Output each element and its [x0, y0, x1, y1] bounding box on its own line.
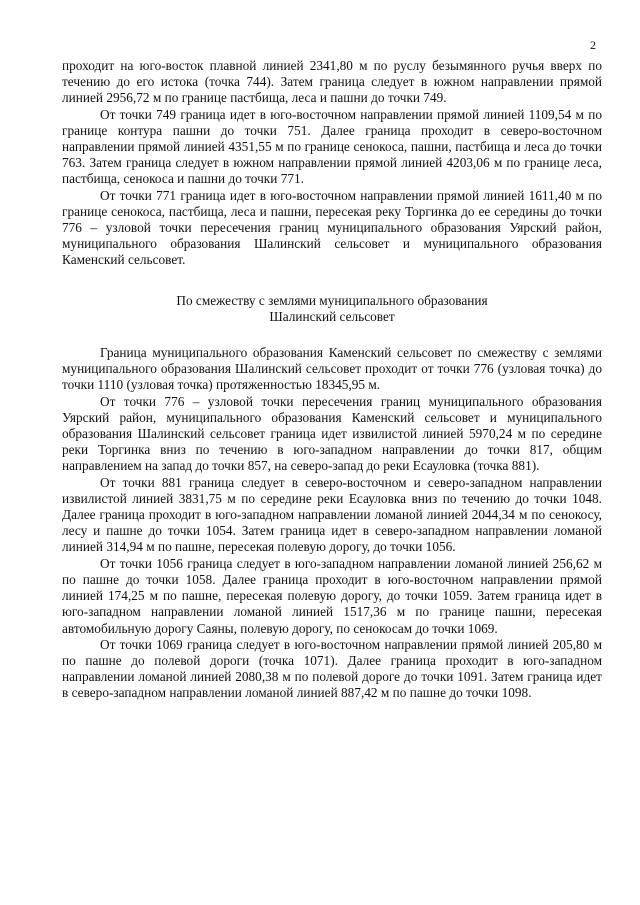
document-body	[62, 58, 602, 702]
paragraph: От точки 771 граница идет в юго-восточном направлении прямой линией 1611,40 м по границе сенокоса, пастбища, леса и пашни, пересекая реку Торгинка до ее середины до точки 776 – узловой точки пересечения границ муниципального образования Уярский район, муниципального образования Шалинский сельсовет и муниципального образования Каменский сельсовет.	[62, 187, 602, 268]
paragraph: От точки 1056 граница следует в юго-западном направлении ломаной линией 256,62 м по пашне до точки 1058. Далее граница проходит в юго-восточном направлении прямой линией 174,25 м по пашне, пересекая полевую дорогу, до точки 1059. Затем граница идет в юго-западном направлении ломаной линией 1517,36 м по границе пашни, пересекая автомобильную дорогу Саяны, полевую дорогу, по сенокосам до точки 1069.	[62, 555, 602, 636]
paragraph: От точки 1069 граница следует в юго-восточном направлении прямой линией 205,80 м по пашне до полевой дороги (точка 1071). Далее граница проходит в юго-западном направлении ломаной линией 2080,38 м по полевой дороге до точки 1091. Затем граница идет в северо-западном направлении ломаной линией 887,42 м по пашне до точки 1098.	[62, 636, 602, 701]
paragraph: Граница муниципального образования Каменский сельсовет по смежеству с землями муниципального образования Шалинский сельсовет проходит от точки 776 (узловая точка) до точки 1110 (узловая точка) протяженностью 18345,95 м.	[62, 345, 602, 393]
section-heading-line-2: Шалинский сельсовет	[269, 308, 395, 324]
section-heading-line-1: По смежеству с землями муниципального образования	[176, 292, 488, 308]
paragraph: От точки 776 – узловой точки пересечения границ муниципального образования Уярский район, муниципального образования Каменский сельсовет и муниципального образования Шалинский сельсовет граница идет извилистой линией 5970,24 м по середине реки Торгинка вниз по течению в юго-западном направлении до точки 817, общим направлением на запад до точки 857, на северо-запад до реки Есауловка (точка 881).	[62, 393, 602, 474]
section-heading	[62, 293, 602, 325]
paragraph: От точки 749 граница идет в юго-восточном направлении прямой линией 1109,54 м по границе контура пашни до точки 751. Далее граница проходит в северо-восточном направлении прямой линией 4351,55 м по границе сенокоса, пашни, пастбища и леса до точки 763. Затем граница следует в южном направлении прямой линией 4203,06 м по границе леса, пастбища, сенокоса и пашни до точки 771.	[62, 106, 602, 187]
page-number: 2	[590, 38, 596, 52]
paragraph-continuation: проходит на юго-восток плавной линией 2341,80 м по руслу безымянного ручья вверх по течению до его истока (точка 744). Затем граница следует в южном направлении прямой линией 2956,72 м по границе пастбища, леса и пашни до точки 749.	[62, 58, 602, 106]
paragraph: От точки 881 граница следует в северо-восточном и северо-западном направлении извилистой линией 3831,75 м по середине реки Есауловка вниз по течению до точки 1048. Далее граница проходит в юго-западном направлении ломаной линией 2044,34 м по сенокосу, лесу и пашне до точки 1054. Затем граница идет в северо-западном направлении ломаной линией 314,94 м по пашне, пересекая полевую дорогу, до точки 1056.	[62, 474, 602, 555]
